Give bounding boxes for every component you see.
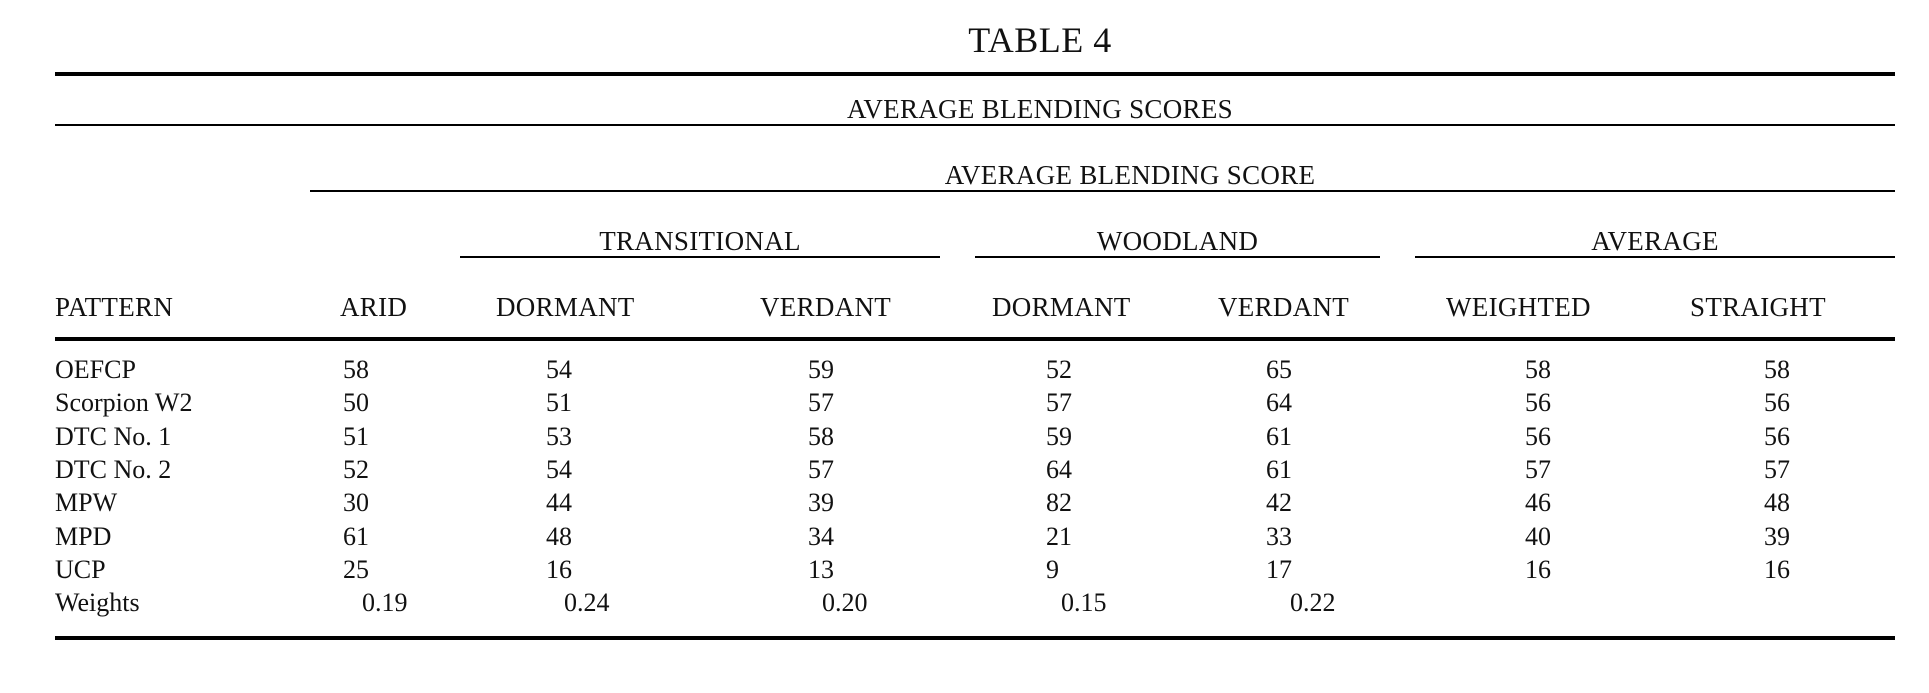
cell-pattern: DTC No. 2 — [55, 455, 172, 484]
cell-straight: 56 — [1764, 388, 1790, 417]
header-rule — [55, 337, 1895, 341]
cell-woodland-dormant: 21 — [1046, 522, 1072, 551]
spanner-rule — [310, 190, 1895, 192]
cell-woodland-verdant: 17 — [1266, 555, 1292, 584]
cell-arid: 52 — [343, 455, 369, 484]
cell-straight: 58 — [1764, 355, 1790, 384]
cell-woodland-verdant: 65 — [1266, 355, 1292, 384]
group-woodland: WOODLAND — [1096, 226, 1259, 256]
cell-woodland-dormant: 82 — [1046, 488, 1072, 517]
top-rule — [55, 72, 1895, 76]
cell-transitional-verdant: 57 — [808, 388, 834, 417]
cell-arid: 58 — [343, 355, 369, 384]
bottom-rule — [55, 636, 1895, 640]
cell-transitional-dormant: 48 — [546, 522, 572, 551]
cell-transitional-verdant: 58 — [808, 422, 834, 451]
col-header-woodland-verdant: VERDANT — [1218, 292, 1350, 322]
col-header-transitional-dormant: DORMANT — [496, 292, 635, 322]
cell-transitional-dormant: 54 — [546, 455, 572, 484]
cell-transitional-verdant: 13 — [808, 555, 834, 584]
cell-transitional-dormant: 54 — [546, 355, 572, 384]
cell-weighted: 56 — [1525, 388, 1551, 417]
cell-pattern: DTC No. 1 — [55, 422, 172, 451]
cell-arid: 61 — [343, 522, 369, 551]
cell-transitional-verdant: 0.20 — [822, 588, 868, 617]
col-header-pattern: PATTERN — [55, 292, 174, 322]
cell-woodland-verdant: 64 — [1266, 388, 1292, 417]
group-transitional: TRANSITIONAL — [599, 226, 801, 256]
cell-woodland-dormant: 0.15 — [1061, 588, 1107, 617]
cell-arid: 30 — [343, 488, 369, 517]
group-average: AVERAGE — [1591, 226, 1719, 256]
cell-transitional-dormant: 51 — [546, 388, 572, 417]
cell-woodland-verdant: 42 — [1266, 488, 1292, 517]
table-subtitle: AVERAGE BLENDING SCORES — [847, 94, 1233, 124]
cell-woodland-verdant: 0.22 — [1290, 588, 1336, 617]
cell-arid: 25 — [343, 555, 369, 584]
cell-weighted: 57 — [1525, 455, 1551, 484]
cell-straight: 16 — [1764, 555, 1790, 584]
cell-weighted: 46 — [1525, 488, 1551, 517]
col-header-arid: ARID — [340, 292, 408, 322]
group-average-rule — [1415, 256, 1895, 258]
col-header-transitional-verdant: VERDANT — [760, 292, 892, 322]
cell-weighted: 16 — [1525, 555, 1551, 584]
cell-arid: 0.19 — [362, 588, 408, 617]
col-header-woodland-dormant: DORMANT — [992, 292, 1131, 322]
cell-woodland-dormant: 9 — [1046, 555, 1059, 584]
cell-woodland-dormant: 59 — [1046, 422, 1072, 451]
table-title: TABLE 4 — [968, 20, 1112, 60]
cell-pattern: MPD — [55, 522, 112, 551]
cell-transitional-dormant: 16 — [546, 555, 572, 584]
cell-transitional-verdant: 59 — [808, 355, 834, 384]
cell-straight: 56 — [1764, 422, 1790, 451]
group-woodland-rule — [975, 256, 1380, 258]
cell-pattern: MPW — [55, 488, 118, 517]
cell-weighted: 56 — [1525, 422, 1551, 451]
cell-arid: 51 — [343, 422, 369, 451]
col-header-weighted: WEIGHTED — [1446, 292, 1591, 322]
col-header-straight: STRAIGHT — [1690, 292, 1826, 322]
cell-woodland-dormant: 52 — [1046, 355, 1072, 384]
cell-transitional-verdant: 57 — [808, 455, 834, 484]
cell-transitional-verdant: 39 — [808, 488, 834, 517]
cell-woodland-verdant: 61 — [1266, 422, 1292, 451]
cell-pattern: Scorpion W2 — [55, 388, 193, 417]
cell-weighted: 40 — [1525, 522, 1551, 551]
cell-pattern: Weights — [55, 588, 140, 617]
cell-transitional-dormant: 44 — [546, 488, 572, 517]
cell-pattern: OEFCP — [55, 355, 136, 384]
cell-straight: 48 — [1764, 488, 1790, 517]
cell-transitional-dormant: 0.24 — [564, 588, 610, 617]
cell-straight: 57 — [1764, 455, 1790, 484]
cell-pattern: UCP — [55, 555, 106, 584]
spanner-heading: AVERAGE BLENDING SCORE — [944, 160, 1316, 190]
cell-woodland-verdant: 33 — [1266, 522, 1292, 551]
cell-straight: 39 — [1764, 522, 1790, 551]
cell-transitional-dormant: 53 — [546, 422, 572, 451]
cell-woodland-dormant: 57 — [1046, 388, 1072, 417]
cell-weighted: 58 — [1525, 355, 1551, 384]
group-transitional-rule — [460, 256, 940, 258]
subtitle-rule — [55, 124, 1895, 126]
cell-woodland-dormant: 64 — [1046, 455, 1072, 484]
cell-woodland-verdant: 61 — [1266, 455, 1292, 484]
cell-arid: 50 — [343, 388, 369, 417]
cell-transitional-verdant: 34 — [808, 522, 834, 551]
